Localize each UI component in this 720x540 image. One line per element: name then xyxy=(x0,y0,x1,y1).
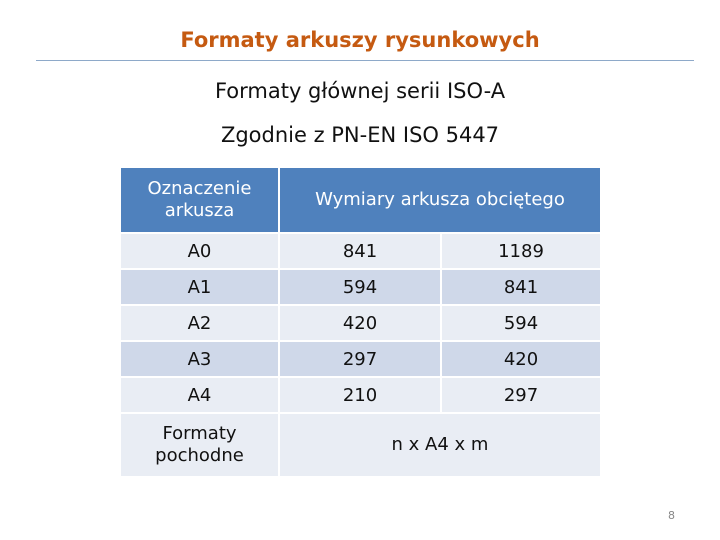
format-name: A2 xyxy=(121,305,279,341)
table-row xyxy=(121,305,601,341)
format-width: 297 xyxy=(279,341,441,377)
format-name: A0 xyxy=(121,233,279,269)
table-header-row xyxy=(121,168,601,233)
title-divider xyxy=(36,60,694,61)
format-name: A3 xyxy=(121,341,279,377)
derived-formula: n x A4 x m xyxy=(279,413,601,477)
table-row xyxy=(121,377,601,413)
table-row-derived xyxy=(121,413,601,477)
table-row xyxy=(121,269,601,305)
derived-formats-label: Formaty pochodne xyxy=(121,413,279,477)
format-height: 594 xyxy=(441,305,601,341)
subtitle-standard: Zgodnie z PN-EN ISO 5447 xyxy=(220,123,500,147)
format-width: 841 xyxy=(279,233,441,269)
format-width: 594 xyxy=(279,269,441,305)
page-number: 8 xyxy=(668,509,675,522)
format-name: A4 xyxy=(121,377,279,413)
table-row xyxy=(121,341,601,377)
format-height: 297 xyxy=(441,377,601,413)
format-height: 841 xyxy=(441,269,601,305)
format-width: 210 xyxy=(279,377,441,413)
format-width: 420 xyxy=(279,305,441,341)
format-name: A1 xyxy=(121,269,279,305)
format-height: 420 xyxy=(441,341,601,377)
formats-table xyxy=(121,168,602,478)
header-designation: Oznaczenie arkusza xyxy=(121,168,279,233)
slide-title: Formaty arkuszy rysunkowych xyxy=(180,28,540,52)
format-height: 1189 xyxy=(441,233,601,269)
subtitle-series: Formaty głównej serii ISO-A xyxy=(214,79,506,103)
header-dimensions: Wymiary arkusza obciętego xyxy=(279,168,601,233)
table-row xyxy=(121,233,601,269)
